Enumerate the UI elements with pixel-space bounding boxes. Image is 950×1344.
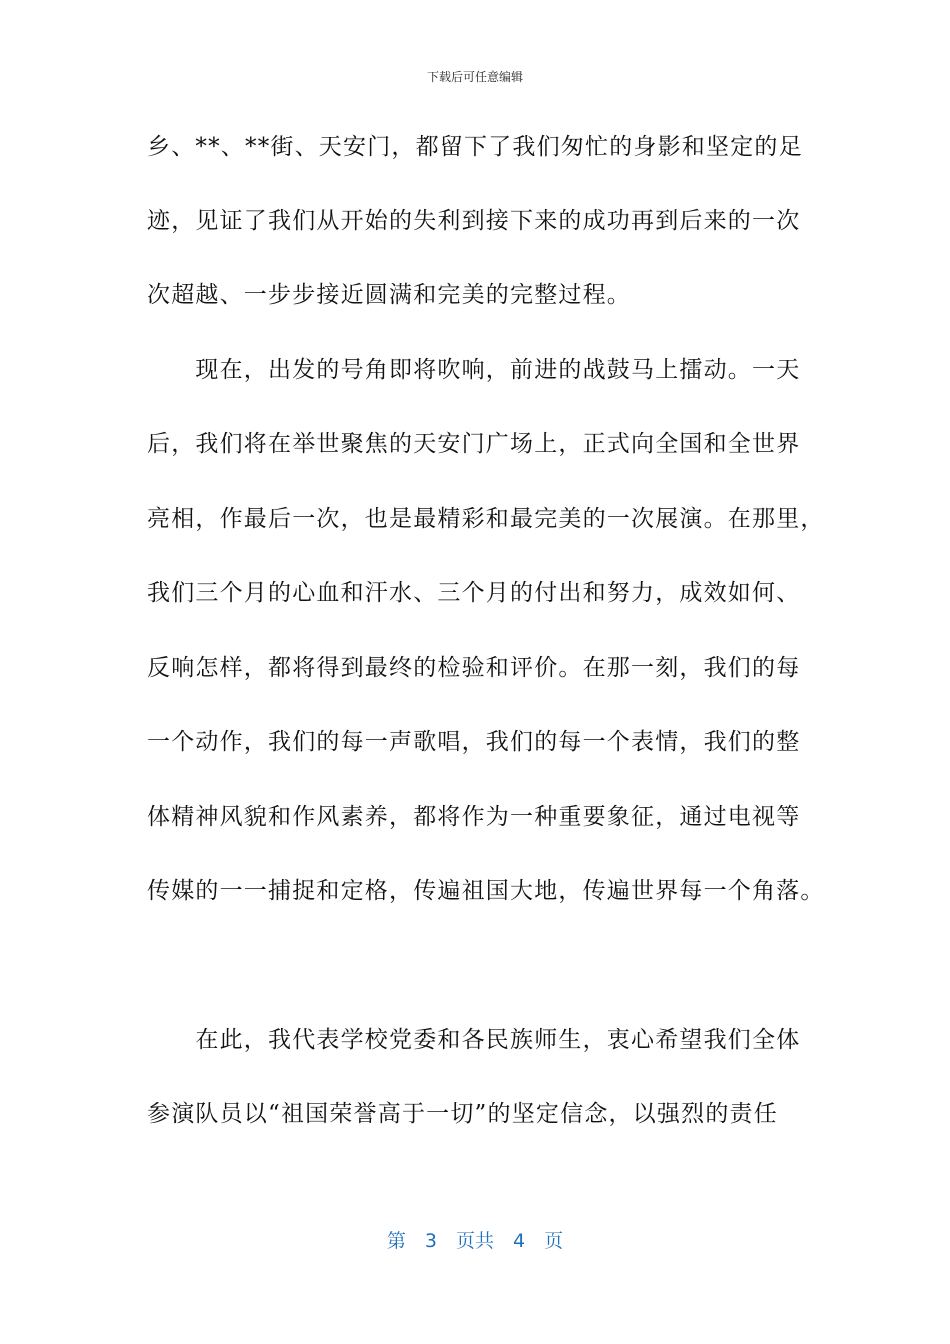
text-line: 体精神风貌和作风素养，都将作为一种重要象征，通过电视等 [147, 804, 801, 830]
text-line: 参演队员以“祖国荣誉高于一切”的坚定信念，以强烈的责任 [147, 1101, 778, 1127]
text-line: 迹，见证了我们从开始的失利到接下来的成功再到后来的一次 [147, 208, 801, 234]
text-line: 乡、**、**街、天安门，都留下了我们匆忙的身影和坚定的足 [147, 134, 803, 160]
text-line: 现在，出发的号角即将吹响，前进的战鼓马上擂动。一天 [147, 357, 801, 383]
text-line: 亮相，作最后一次，也是最精彩和最完美的一次展演。在那里， [147, 506, 825, 532]
page-number: 第 3 页共 4 页 [386, 1230, 564, 1252]
text-line: 在此，我代表学校党委和各民族师生，衷心希望我们全体 [147, 1027, 801, 1053]
text-line: 传媒的一一捕捉和定格，传遍祖国大地，传遍世界每一个角落。 [147, 878, 825, 904]
text-line: 反响怎样，都将得到最终的检验和评价。在那一刻，我们的每 [147, 655, 801, 681]
header-note: 下载后可任意编辑 [426, 70, 523, 84]
text-line: 一个动作，我们的每一声歌唱，我们的每一个表情，我们的整 [147, 729, 801, 755]
text-line: 次超越、一步步接近圆满和完美的完整过程。 [147, 282, 631, 308]
text-line: 后，我们将在举世聚焦的天安门广场上，正式向全国和全世界 [147, 431, 801, 457]
text-line: 我们三个月的心血和汗水、三个月的付出和努力，成效如何、 [147, 580, 801, 606]
